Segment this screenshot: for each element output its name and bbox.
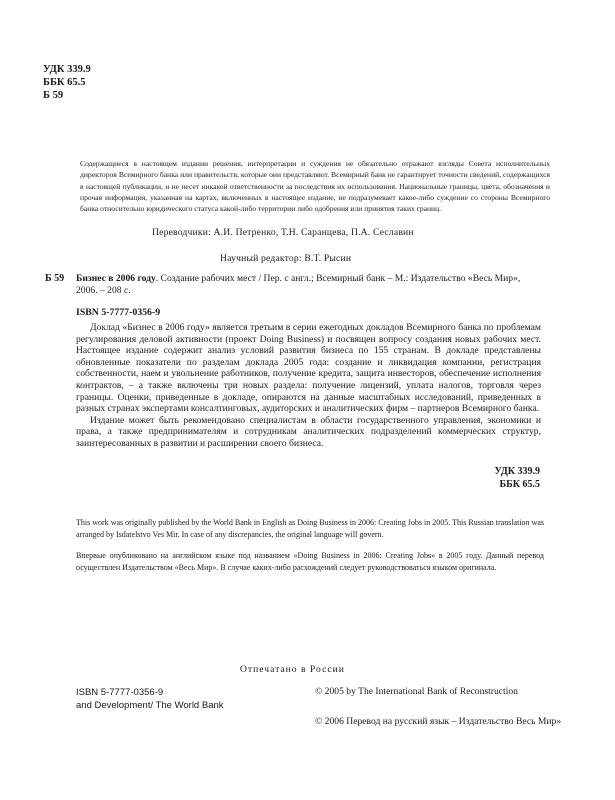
udk-code-right: УДК 339.9 <box>494 466 540 477</box>
catalog-entry <box>76 273 541 296</box>
isbn-main: ISBN 5-7777-0356-9 <box>76 307 161 318</box>
udk-bbk-right-block <box>495 466 540 491</box>
footer-isbn: ISBN 5-7777-0356-9 <box>76 687 164 698</box>
catalog-author-mark: Б 59 <box>45 273 65 284</box>
abstract-paragraph-1: Доклад «Бизнес в 2006 году» является третьим в серии ежегодных докладов Всемирного банка по проблемам регулирования деловой активности (проект Doing Business) и посвящен вопросу создания новых рабочих мест. Настоящее издание содержит анализ условий развития бизнеса по 155 странам. В докладе представлены обновленные показатели по разделам доклада 2005 года: создание и ликвидация компании, регистрация собственности, наем и увольнение работников, получение кредита, защита инвесторов, обеспечение исполнения контрактов, – а также включены три новых раздела: получение лицензий, уплата налогов, торговля через границы. Оценки, приведенные в докладе, опираются на данные масштабных исследований, приведенных в разных странах экспертами консалтинговых, аудиторских и аналитических фирм – партнеров Всемирного банка. <box>76 322 541 415</box>
bbk-code-right: ББК 65.5 <box>499 478 540 490</box>
translators-line: Переводчики: А.И. Петренко, Т.Н. Саранцева, П.А. Сеславин <box>152 227 414 238</box>
footer-isbn-block <box>76 686 224 712</box>
credit-english: This work was originally published by the World Bank in English as Doing Business in 2006: Creating Jobs in 2005. This Russian translation was arranged by Isdatelstvo Ves Mir. In case of any discrepancies, the original language will govern. <box>76 518 544 539</box>
udk-bbk-block <box>43 63 91 102</box>
catalog-description: . Создание рабочих мест / Пер. с англ.; Всемирный банк – М.: Издательство «Весь Мир», 2006. – 208 с. <box>76 273 521 296</box>
author-mark: Б 59 <box>43 90 64 101</box>
book-title: Бизнес в 2006 году <box>76 273 156 284</box>
udk-code: УДК 339.9 <box>43 64 91 75</box>
abstract-paragraph-2: Издание может быть рекомендовано специалистам в области государственного управления, экономики и права, а также предпринимателям и сотрудникам аналитических подразделений коммерческих структур, заинтересованных в развитии и расширении своего бизнеса. <box>76 414 541 449</box>
scientific-editor-line: Научный редактор: В.Т. Рысин <box>220 253 352 264</box>
copyright-english: © 2005 by The International Bank of Reconstruction <box>315 686 518 697</box>
footer-bank-tail: and Development/ The World Bank <box>76 700 224 711</box>
credit-russian: Впервые опубликовано на английском языке под названием «Doing Business in 2006: Creating Jobs» в 2005 году. Данный перевод осуществлен Издательством «Весь Мир». В случае каких-либо расхождений следует руководствоваться языком оригинала. <box>76 551 544 572</box>
copyright-russian: © 2006 Перевод на русский язык – Издательство Весь Мир» <box>315 716 562 727</box>
abstract <box>76 322 541 450</box>
printed-in-russia: Отпечатано в России <box>240 664 345 675</box>
copyright-block <box>315 686 565 734</box>
disclaimer-paragraph: Содержащиеся в настоящем издании решения, интерпретации и суждения не обязательно отражают взгляды Совета исполнительных директоров Всемирного банка или правительств, которые они представляют. Всемирный банк не гарантирует точности сведений, содержащихся в настоящей публикации, и не несет никакой ответственности за последствия их использования. Национальные границы, цвета, обозначения и прочая информация, указанная на картах, включенных в настоящее издание, не подразумевает какое-либо суждение со стороны Всемирного банка относительно юридического статуса какой-либо территории либо одобрения или принятия таких границ. <box>80 159 550 214</box>
bbk-code: ББК 65.5 <box>43 77 86 88</box>
